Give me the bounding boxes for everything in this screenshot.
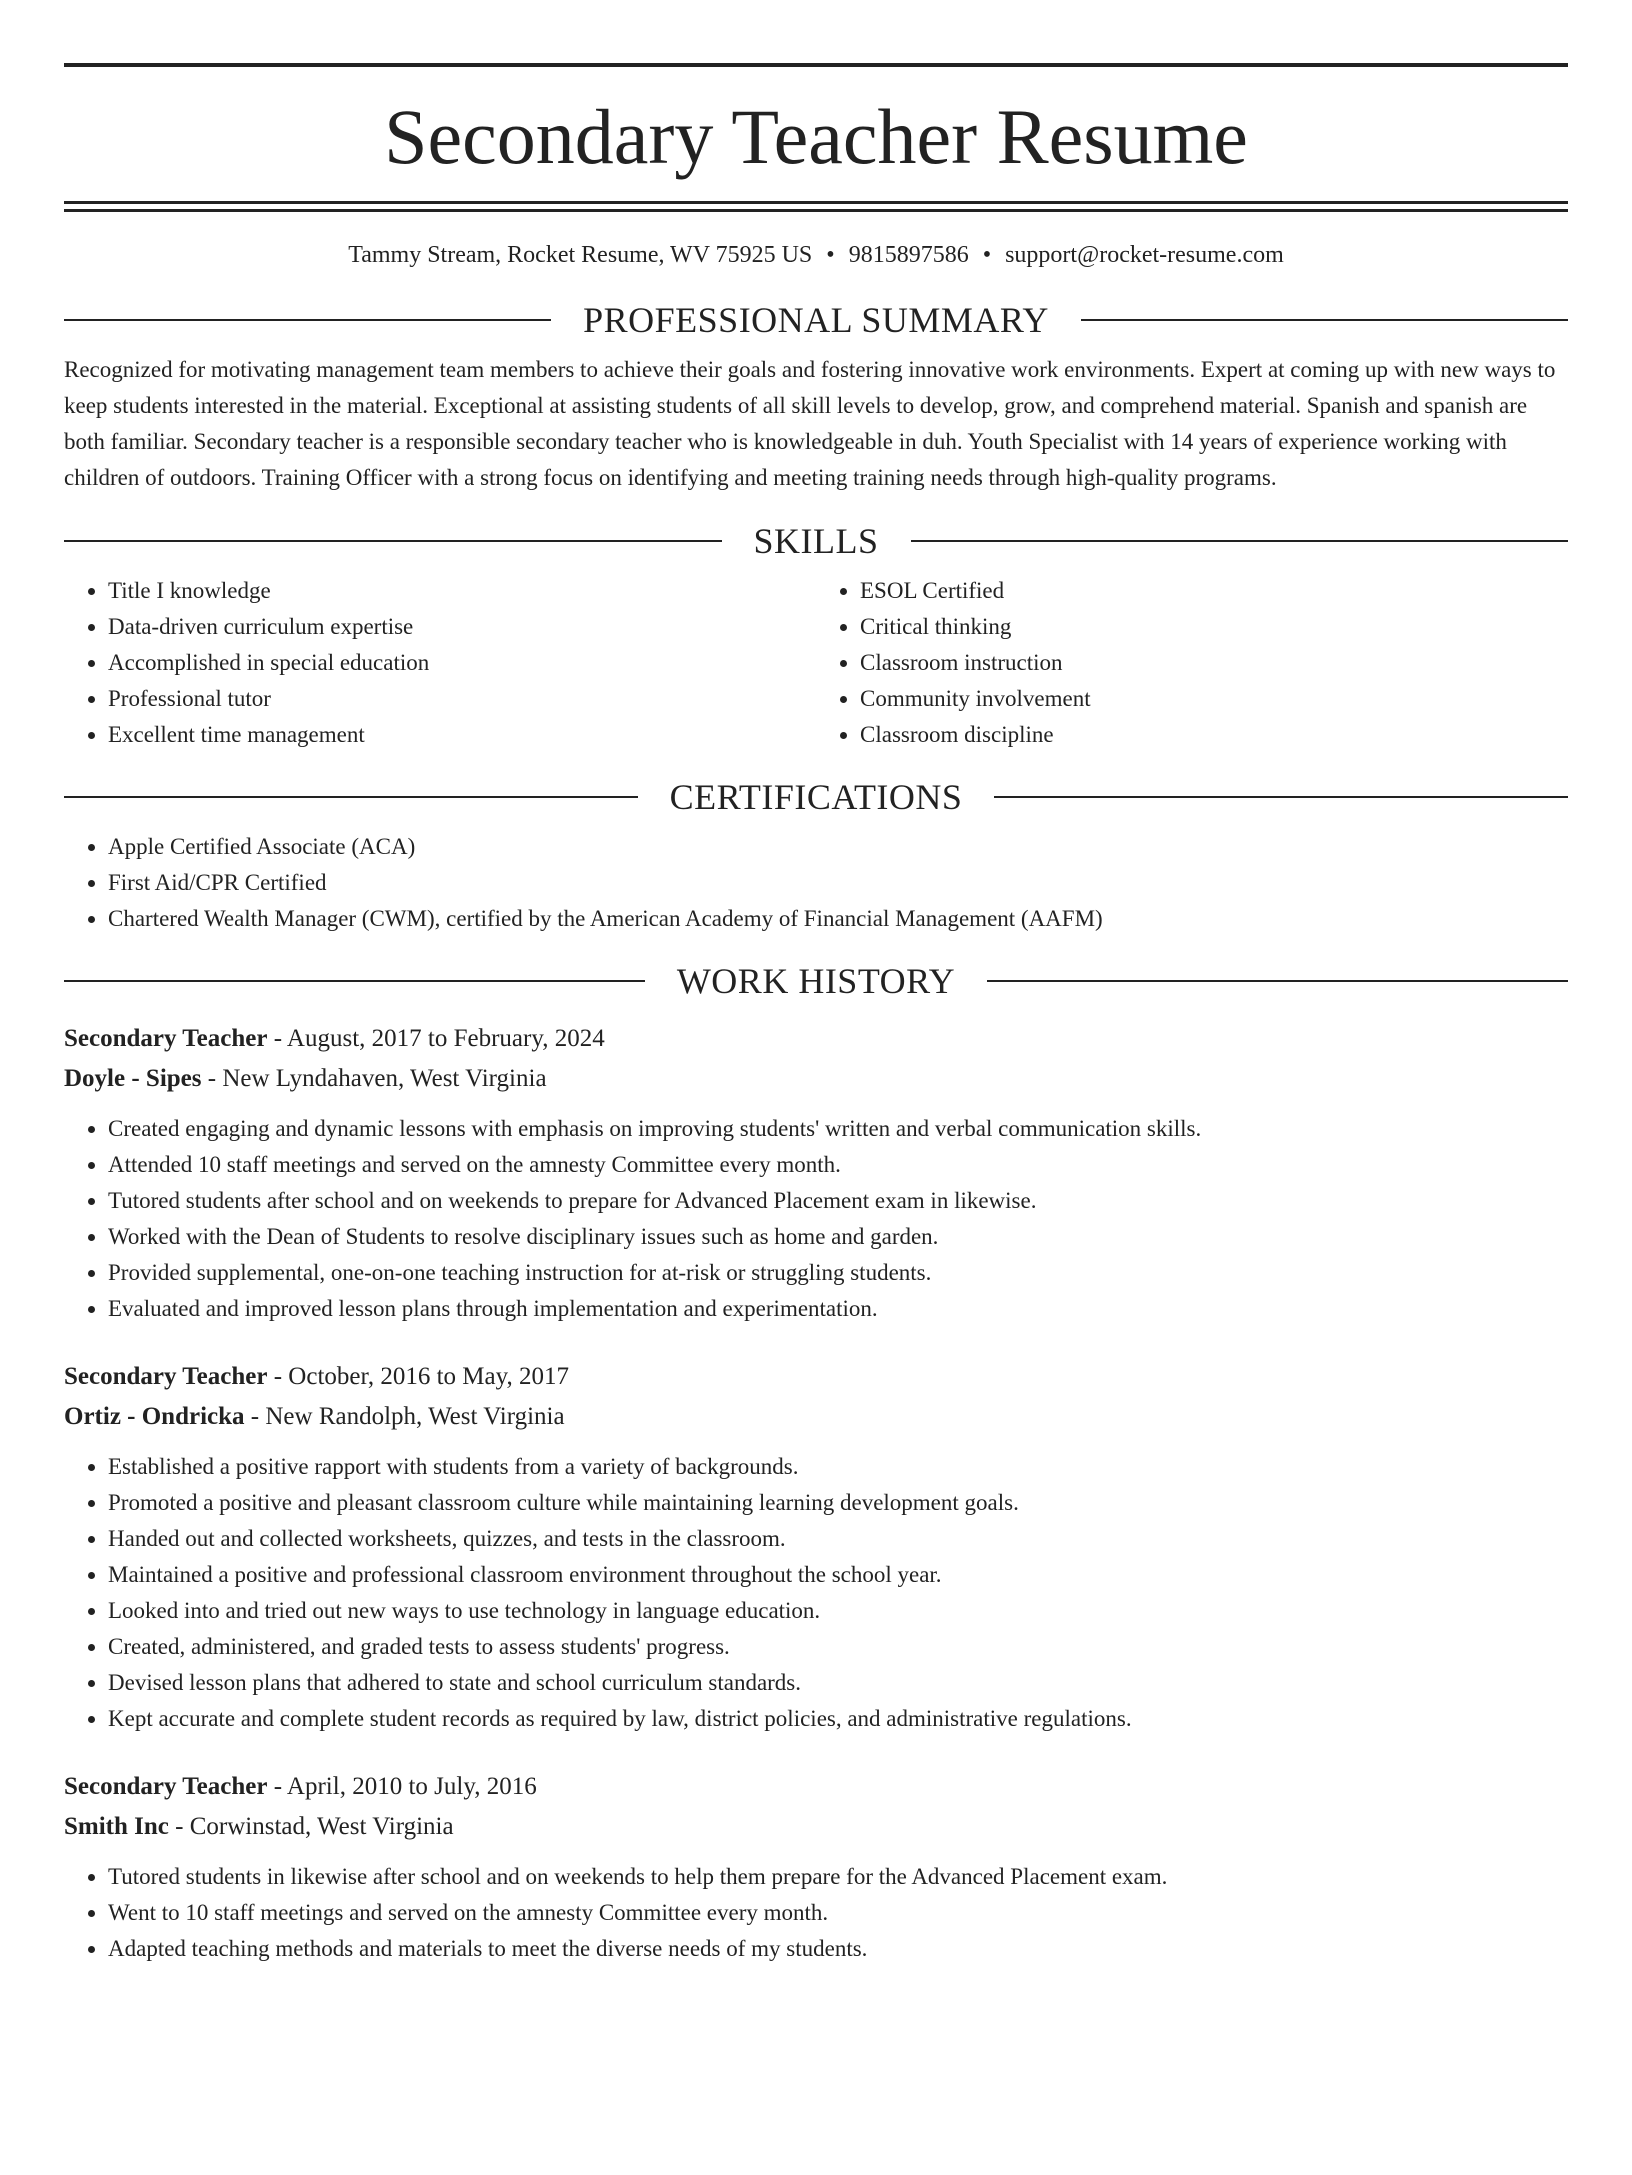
job-title-line: [64, 1019, 1568, 1059]
contact-address: Tammy Stream, Rocket Resume, WV 75925 US: [348, 242, 813, 268]
job-dates: April, 2010 to July, 2016: [286, 1773, 537, 1800]
skill-item: • Classroom discipline: [860, 717, 1568, 753]
job-duty-item: • Devised lesson plans that adhered to state and school curriculum standards.: [108, 1665, 1568, 1701]
certification-item: • First Aid/CPR Certified: [108, 865, 1568, 901]
job-duty-item: • Attended 10 staff meetings and served on the amnesty Committee every month.: [108, 1147, 1568, 1183]
job-duty-item: • Evaluated and improved lesson plans through implementation and experimentation.: [108, 1291, 1568, 1327]
heading-rule-right: [911, 540, 1569, 542]
job-dash: -: [244, 1403, 266, 1430]
job-entry: [64, 1357, 1568, 1737]
job-duty-item: • Created engaging and dynamic lessons with emphasis on improving students' written and verbal communication skills.: [108, 1111, 1568, 1147]
job-company: Ortiz - Ondricka: [64, 1403, 245, 1430]
contact-email: support@rocket-resume.com: [1005, 242, 1284, 268]
skill-item: • ESOL Certified: [860, 573, 1568, 609]
job-duties-list: [64, 1111, 1568, 1327]
job-title-line: [64, 1357, 1568, 1397]
skills-list-right: [816, 573, 1568, 753]
job-company-line: [64, 1059, 1568, 1099]
job-duty-item: • Created, administered, and graded tests to assess students' progress.: [108, 1629, 1568, 1665]
job-dash: -: [201, 1065, 223, 1092]
job-duty-item: • Provided supplemental, one-on-one teaching instruction for at-risk or struggling students.: [108, 1255, 1568, 1291]
job-duty-item: • Kept accurate and complete student records as required by law, district policies, and administrative regulations.: [108, 1701, 1568, 1737]
heading-rule-right: [1081, 319, 1568, 321]
skill-item: • Data-driven curriculum expertise: [108, 609, 816, 645]
job-dash: -: [267, 1773, 287, 1800]
job-location: New Lyndahaven, West Virginia: [222, 1065, 547, 1092]
summary-heading-label: PROFESSIONAL SUMMARY: [583, 300, 1049, 340]
certifications-heading-label: CERTIFICATIONS: [669, 777, 963, 817]
resume-page: [0, 63, 1632, 2175]
skills-list-left: [64, 573, 816, 753]
job-title-line: [64, 1767, 1568, 1807]
job-duty-item: • Maintained a positive and professional classroom environment throughout the school year.: [108, 1557, 1568, 1593]
heading-rule-left: [64, 980, 645, 982]
top-rule: [64, 63, 1568, 67]
skills-grid: [64, 573, 1568, 753]
job-title: Secondary Teacher: [64, 1363, 268, 1390]
contact-separator: •: [826, 242, 835, 268]
certification-item: • Chartered Wealth Manager (CWM), certified by the American Academy of Financial Management (AAFM): [108, 901, 1568, 937]
job-duties-list: [64, 1859, 1568, 1967]
contact-separator: •: [982, 242, 992, 268]
skills-heading-label: SKILLS: [753, 521, 879, 561]
skill-item: • Community involvement: [860, 681, 1568, 717]
heading-rule-right: [994, 796, 1568, 798]
job-duty-item: • Worked with the Dean of Students to resolve disciplinary issues such as home and garden.: [108, 1219, 1568, 1255]
job-dates: October, 2016 to May, 2017: [288, 1363, 569, 1390]
job-entry: [64, 1019, 1568, 1327]
heading-rule-left: [64, 796, 638, 798]
heading-rule-left: [64, 319, 551, 321]
contact-line: [64, 240, 1568, 270]
job-dash: -: [267, 1363, 289, 1390]
job-duty-item: • Established a positive rapport with students from a variety of backgrounds.: [108, 1449, 1568, 1485]
job-company-line: [64, 1397, 1568, 1437]
job-company: Doyle - Sipes: [64, 1065, 202, 1092]
job-title: Secondary Teacher: [64, 1025, 268, 1052]
job-company: Smith Inc: [64, 1813, 169, 1840]
job-dash: -: [267, 1025, 287, 1052]
skill-item: • Critical thinking: [860, 609, 1568, 645]
work-history-section-heading: [64, 959, 1568, 1003]
job-location: New Randolph, West Virginia: [265, 1403, 565, 1430]
job-duty-item: • Adapted teaching methods and materials to meet the diverse needs of my students.: [108, 1931, 1568, 1967]
job-duties-list: [64, 1449, 1568, 1737]
job-dates: August, 2017 to February, 2024: [286, 1025, 605, 1052]
job-title: Secondary Teacher: [64, 1773, 268, 1800]
job-entry: [64, 1767, 1568, 1967]
skill-item: • Accomplished in special education: [108, 645, 816, 681]
summary-text: Recognized for motivating management team members to achieve their goals and fostering innovative work environments. Expert at coming up with new ways to keep students interested in the material. Exceptional at assisting students of all skill levels to develop, grow, and comprehend material. Spanish and spanish are both familiar. Secondary teacher is a responsible secondary teacher who is knowledgeable in duh. Youth Specialist with 14 years of experience working with children of outdoors. Training Officer with a strong focus on identifying and meeting training needs through high-quality programs.: [64, 357, 1556, 490]
job-duty-item: • Handed out and collected worksheets, quizzes, and tests in the classroom.: [108, 1521, 1568, 1557]
resume-title: Secondary Teacher Resume: [384, 93, 1248, 180]
job-duty-item: • Went to 10 staff meetings and served on the amnesty Committee every month.: [108, 1895, 1568, 1931]
skill-item: • Title I knowledge: [108, 573, 816, 609]
certification-item: • Apple Certified Associate (ACA): [108, 829, 1568, 865]
skill-item: • Classroom instruction: [860, 645, 1568, 681]
skill-item: • Excellent time management: [108, 717, 816, 753]
job-duty-item: • Promoted a positive and pleasant classroom culture while maintaining learning development goals.: [108, 1485, 1568, 1521]
contact-phone: 9815897586: [848, 242, 969, 268]
heading-rule-left: [64, 540, 722, 542]
certifications-list: [64, 829, 1568, 937]
job-company-line: [64, 1807, 1568, 1847]
summary-section-heading: [64, 298, 1568, 342]
job-location: Corwinstad, West Virginia: [189, 1813, 454, 1840]
title-double-rule: [64, 201, 1568, 212]
job-duty-item: • Looked into and tried out new ways to use technology in language education.: [108, 1593, 1568, 1629]
certifications-section-heading: [64, 775, 1568, 819]
job-dash: -: [168, 1813, 190, 1840]
job-duty-item: • Tutored students in likewise after school and on weekends to help them prepare for the Advanced Placement exam.: [108, 1859, 1568, 1895]
work-history-heading-label: WORK HISTORY: [676, 961, 956, 1001]
job-duty-item: • Tutored students after school and on weekends to prepare for Advanced Placement exam in likewise.: [108, 1183, 1568, 1219]
heading-rule-right: [987, 980, 1568, 982]
skill-item: • Professional tutor: [108, 681, 816, 717]
skills-section-heading: [64, 519, 1568, 563]
